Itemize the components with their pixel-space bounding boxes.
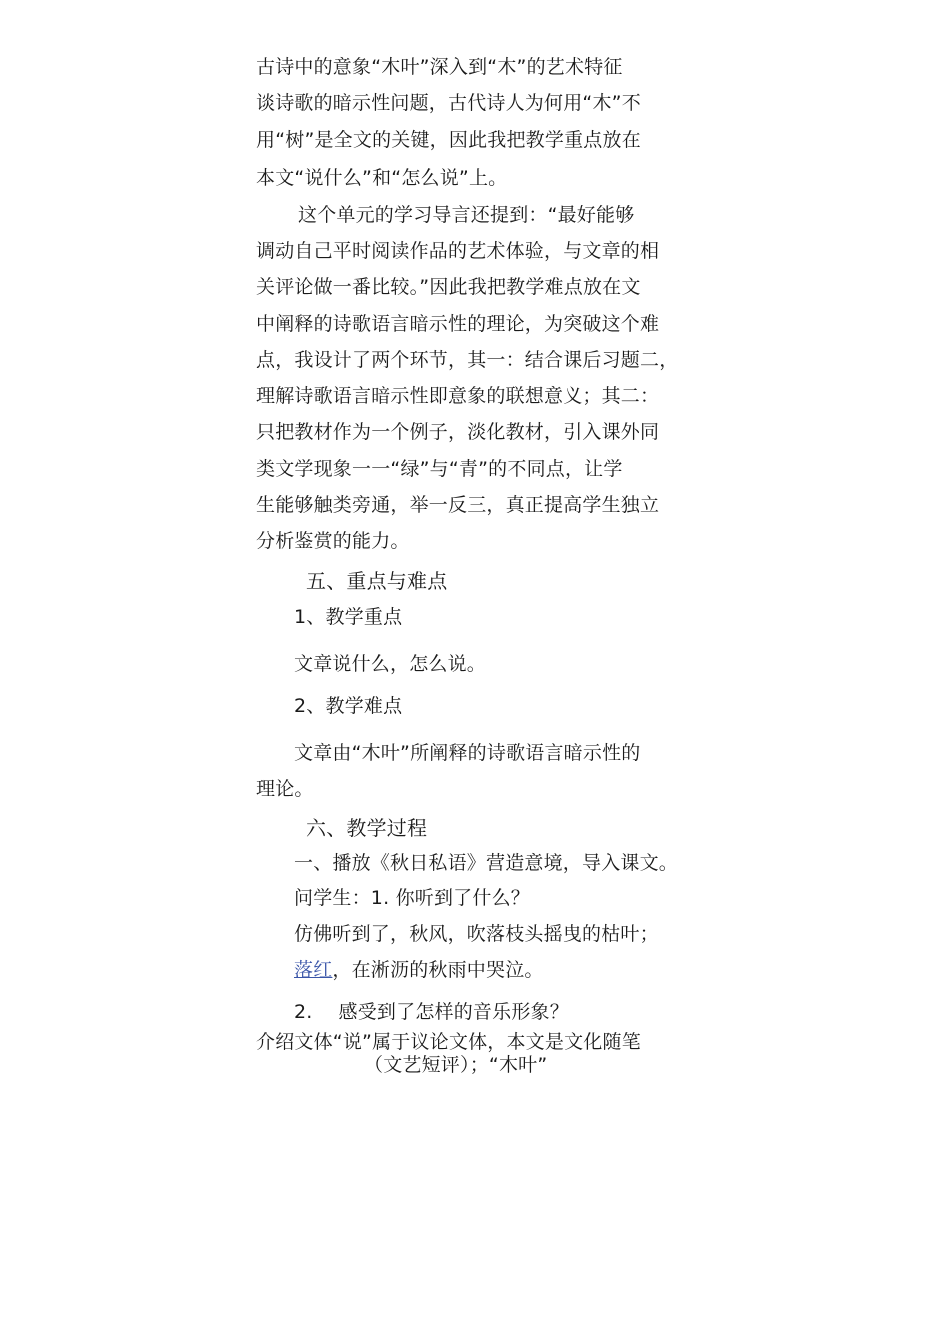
paragraph-line: 本文“说什么”和“怎么说”上。: [256, 167, 508, 189]
list-number: 2.: [294, 1001, 313, 1023]
paragraph-line: 只把教材作为一个例子，淡化教材，引入课外同: [256, 421, 660, 443]
paragraph-line: 理解诗歌语言暗示性即意象的联想意义；其二：: [256, 385, 660, 407]
paragraph-line: 分析鉴赏的能力。: [256, 530, 410, 552]
paragraph-line: 这个单元的学习导言还提到：“最好能够: [298, 204, 635, 226]
paragraph-line: （文艺短评）；“木叶”: [364, 1054, 548, 1076]
paragraph-line: 仿佛听到了，秋风，吹落枝头摇曳的枯叶；: [294, 923, 659, 945]
paragraph-line: 一、播放《秋日私语》营造意境，导入课文。: [294, 852, 679, 874]
paragraph-text: 感受到了怎样的音乐形象？: [338, 1001, 569, 1023]
hyperlink[interactable]: 落红: [294, 959, 333, 981]
paragraph-line: [294, 1000, 569, 1024]
paragraph-line: 关评论做一番比较。”因此我把教学难点放在文: [256, 276, 641, 298]
paragraph-line: 谈诗歌的暗示性问题，古代诗人为何用“木”不: [256, 92, 641, 114]
paragraph-text: ，在淅沥的秋雨中哭泣。: [332, 959, 544, 981]
subsection-heading: 1、教学重点: [294, 606, 403, 628]
paragraph-line: 用“树”是全文的关键，因此我把教学重点放在: [256, 129, 641, 151]
paragraph-line: [294, 958, 544, 982]
paragraph-line: 古诗中的意象“木叶”深入到“木”的艺术特征: [256, 56, 623, 78]
paragraph-line: 点，我设计了两个环节，其一：结合课后习题二，: [256, 349, 679, 371]
section-heading: 六、教学过程: [306, 816, 428, 840]
paragraph-line: 理论。: [256, 778, 314, 800]
subsection-heading: 2、教学难点: [294, 695, 403, 717]
paragraph-line: 问学生：1. 你听到了什么？: [294, 887, 530, 909]
section-heading: 五、重点与难点: [306, 569, 448, 593]
paragraph-line: 中阐释的诗歌语言暗示性的理论，为突破这个难: [256, 313, 660, 335]
paragraph-line: 介绍文体“说”属于议论文体，本文是文化随笔: [256, 1031, 641, 1053]
paragraph-line: 类文学现象一一“绿”与“青”的不同点，让学: [256, 458, 623, 480]
paragraph-line: 文章说什么，怎么说。: [294, 653, 487, 675]
paragraph-line: 文章由“木叶”所阐释的诗歌语言暗示性的: [294, 742, 641, 764]
paragraph-line: 调动自己平时阅读作品的艺术体验，与文章的相: [256, 240, 660, 262]
paragraph-line: 生能够触类旁通，举一反三，真正提高学生独立: [256, 494, 660, 516]
